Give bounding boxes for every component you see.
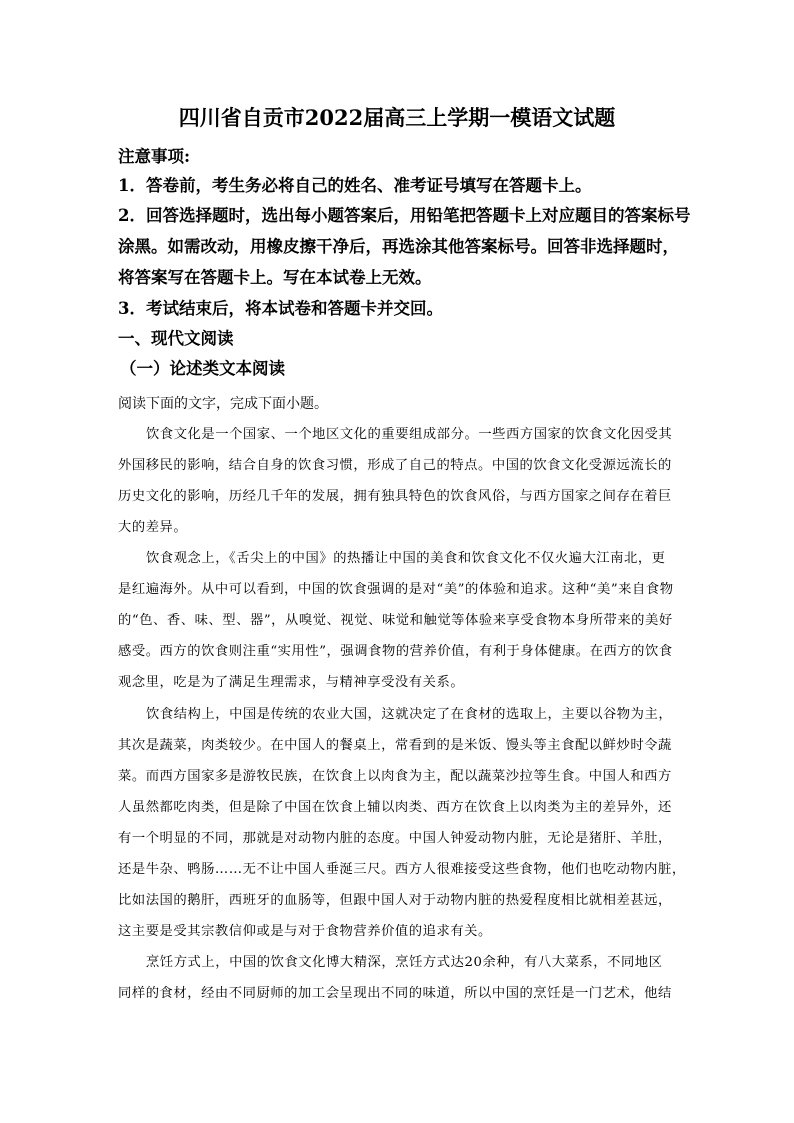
paragraph-line: 比如法国的鹅肝，西班牙的血肠等，但跟中国人对于动物内脏的热爱程度相比就相差甚远， [118, 893, 672, 908]
reading-instruction: 阅读下面的文字，完成下面小题。 [118, 396, 328, 412]
paragraph-line: 是红遍海外。从中可以看到，中国的饮食强调的是对“美”的体验和追求。这种“美”来自食物 [118, 582, 674, 597]
paragraph-line: 其次是蔬菜，肉类较少。在中国人的餐桌上，常看到的是米饭、馒头等主食配以鲜炒时令蔬 [118, 738, 672, 753]
paragraph-line: 有一个明显的不同，那就是对动物内脏的态度。中国人钟爱动物内脏，无论是猪肝、羊肚， [118, 831, 672, 846]
paragraph-line: 饮食文化是一个国家、一个地区文化的重要组成部分。一些西方国家的饮食文化因受其 [146, 427, 673, 442]
paragraph-line: 同样的食材，经由不同厨师的加工会呈现出不同的味道，所以中国的烹饪是一门艺术，他结 [118, 986, 672, 1001]
notice-line: 3．考试结束后，将本试卷和答题卡并交回。 [118, 299, 443, 318]
paragraph-line: 观念里，吃是为了满足生理需求，与精神享受没有关系。 [118, 675, 465, 690]
notice-line: 2．回答选择题时，选出每小题答案后，用铅笔把答题卡上对应题目的答案标号 [118, 206, 691, 225]
paragraph-line: 饮食结构上，中国是传统的农业大国，这就决定了在食材的选取上，主要以谷物为主， [146, 707, 673, 722]
paragraph-line: 烹饪方式上，中国的饮食文化博大精深，烹饪方式达20余种，有八大菜系，不同地区 [146, 955, 663, 970]
paragraph-line: 历史文化的影响，历经几千年的发展，拥有独具特色的饮食风俗，与西方国家之间存在着巨 [118, 489, 672, 504]
notice-heading: 注意事项: [118, 147, 191, 166]
paragraph-line: 菜。而西方国家多是游牧民族，在饮食上以肉食为主，配以蔬菜沙拉等生食。中国人和西方 [118, 769, 672, 784]
paragraph-line: 这主要是受其宗教信仰或是与对于食物营养价值的追求有关。 [118, 924, 492, 939]
notice-line: 1．答卷前，考生务必将自己的姓名、准考证号填写在答题卡上。 [118, 176, 592, 195]
document-title: 四川省自贡市2022届高三上学期一模语文试题 [178, 105, 616, 130]
section-heading: 一、现代文阅读 [118, 329, 234, 348]
paragraph-line: 还是牛杂、鸭肠……无不让中国人垂涎三尺。西方人很难接受这些食物，他们也吃动物内脏， [118, 862, 686, 877]
paragraph-line: 大的差异。 [118, 520, 188, 535]
subsection-heading: （一）论述类文本阅读 [120, 359, 285, 378]
paragraph-line: 人虽然都吃肉类，但是除了中国在饮食上辅以肉类、西方在饮食上以肉类为主的差异外，还 [118, 800, 672, 815]
paragraph-line: 感受。西方的饮食则注重“实用性”，强调食物的营养价值，有利于身体健康。在西方的饮食 [118, 644, 673, 659]
paragraph-line: 的“色、香、味、型、器”，从嗅觉、视觉、味觉和触觉等体验来享受食物本身所带来的美好 [118, 613, 673, 628]
paragraph-line: 外国移民的影响，结合自身的饮食习惯，形成了自己的特点。中国的饮食文化受源远流长的 [118, 458, 672, 473]
notice-line: 将答案写在答题卡上。写在本试卷上无效。 [118, 268, 432, 287]
notice-line: 涂黑。如需改动，用橡皮擦干净后，再选涂其他答案标号。回答非选择题时， [118, 237, 679, 256]
paragraph-line: 饮食观念上，《舌尖上的中国》的热播让中国的美食和饮食文化不仅火遍大江南北，更 [146, 551, 666, 566]
